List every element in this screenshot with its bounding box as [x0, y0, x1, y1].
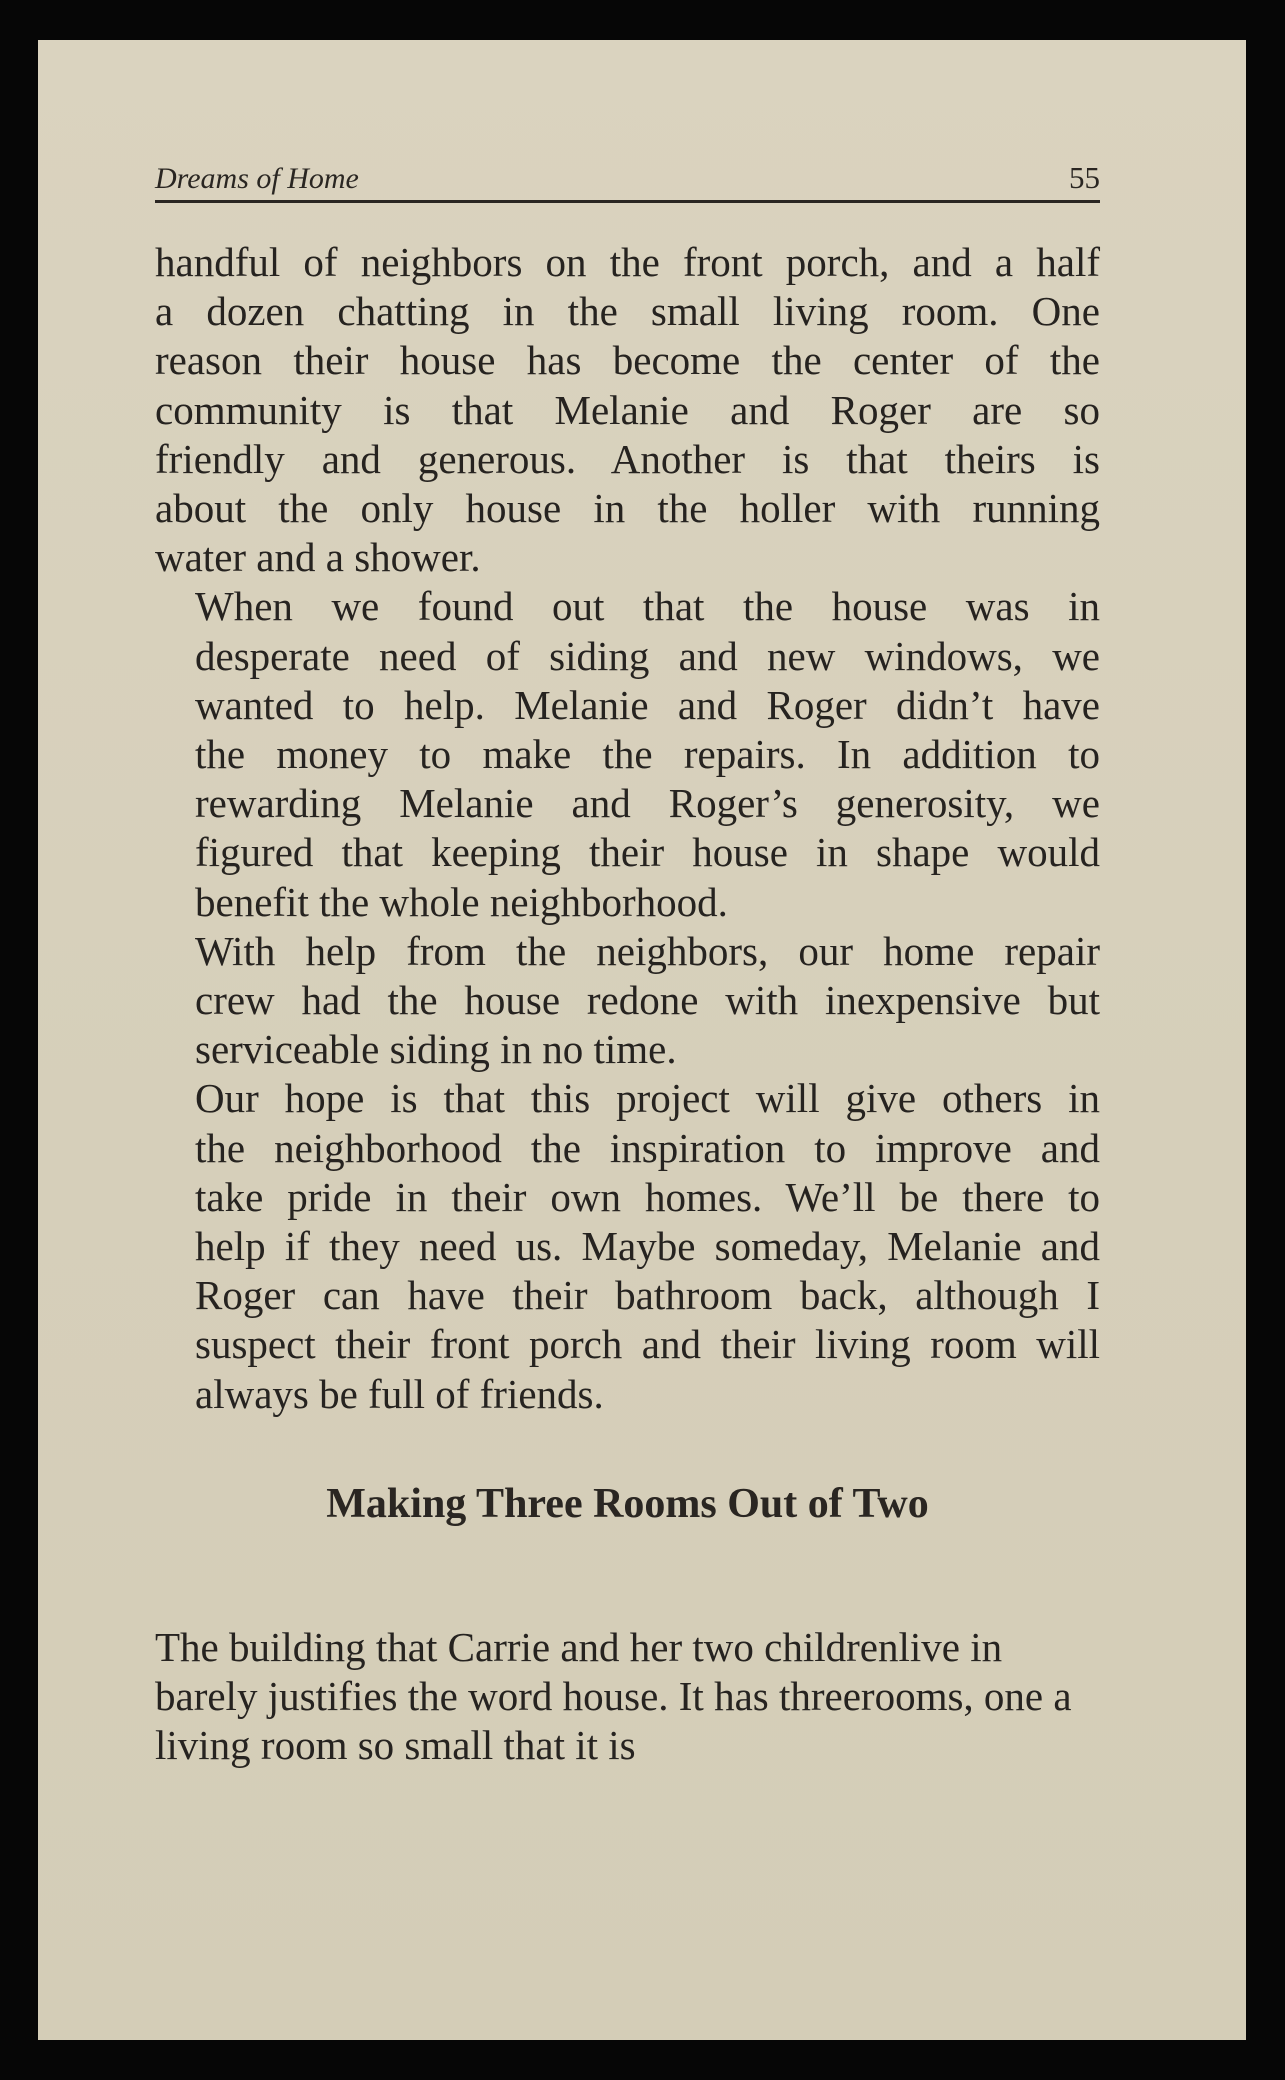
- text-line: rewarding Melanie and Roger’s generosity, we: [195, 780, 1100, 827]
- text-line: always be full of friends.: [195, 1370, 604, 1417]
- body-text: [155, 238, 1100, 1419]
- text-line: crew had the house redone with inexpensive but: [195, 977, 1100, 1024]
- text-line: serviceable siding in no time.: [195, 1026, 677, 1073]
- text-line: the money to make the repairs. In addition to: [195, 731, 1100, 778]
- paragraph: [155, 238, 1100, 582]
- text-line: live in barely justifies the word house. It has three: [155, 1624, 1003, 1720]
- text-line: handful of neighbors on the front porch, and a half: [155, 239, 1100, 285]
- text-line: a dozen chatting in the small living room. One: [155, 288, 1100, 335]
- text-line: Our hope is that this project will give others in: [195, 1075, 1100, 1122]
- text-line: community is that Melanie and Roger are so: [155, 386, 1100, 433]
- running-head-title: Dreams of Home: [155, 162, 359, 195]
- text-line: about the only house in the holler with running: [155, 485, 1100, 532]
- paragraph: [155, 1623, 1100, 1771]
- text-line: Roger can have their bathroom back, although I: [195, 1272, 1100, 1319]
- text-line: wanted to help. Melanie and Roger didn’t have: [195, 681, 1100, 728]
- text-line: water and a shower.: [155, 534, 481, 581]
- text-line: help if they need us. Maybe someday, Melanie and: [195, 1223, 1100, 1270]
- running-head: [155, 156, 1100, 203]
- text-line: When we found out that the house was in: [195, 583, 1100, 630]
- text-line: friendly and generous. Another is that theirs is: [155, 435, 1100, 482]
- paragraph: [155, 582, 1100, 926]
- text-line: suspect their front porch and their living room will: [195, 1321, 1100, 1368]
- text-line: figured that keeping their house in shape would: [195, 829, 1100, 876]
- section-heading: Making Three Rooms Out of Two: [326, 1481, 929, 1527]
- text-line: take pride in their own homes. We’ll be there to: [195, 1173, 1100, 1220]
- text-line: rooms, one a living room so small that it is: [155, 1673, 1072, 1769]
- text-line: The building that Carrie and her two children: [155, 1624, 899, 1670]
- paragraph: [155, 927, 1100, 1075]
- paragraph: [155, 1074, 1100, 1418]
- text-line: desperate need of siding and new windows, we: [195, 632, 1100, 679]
- text-line: reason their house has become the center of the: [155, 337, 1100, 384]
- page-number: 55: [1069, 160, 1100, 195]
- section-body-text: [155, 1582, 1100, 1812]
- text-line: benefit the whole neighborhood.: [195, 878, 728, 925]
- text-line: the neighborhood the inspiration to improve and: [195, 1124, 1100, 1171]
- text-line: With help from the neighbors, our home repair: [195, 927, 1100, 974]
